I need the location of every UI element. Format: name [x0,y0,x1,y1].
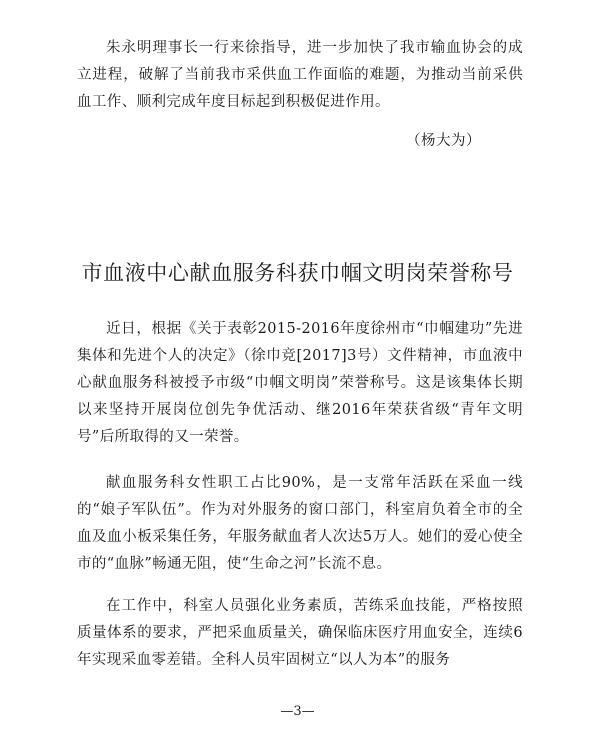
page-number: —3— [280,704,315,719]
body-paragraph-3: 在工作中，科室人员强化业务素质，苦练采血技能，严格按照质量体系的要求，严把采血质量关，确保临床医疗用血安全，连续6年实现采血零差错。全科人员牢固树立“以人为本”的服务 [77,598,523,668]
body-paragraph-2: 献血服务科女性职工占比90%，是一支常年活跃在采血一线的“娘子军队伍”。作为对外服务的窗口部门，科室肩负着全市的全血及血小板采集任务，年服务献血者人次达5万人。她们的爱心使全市的“血脉”畅通无阻，使“生命之河”长流不息。 [77,475,523,572]
article-title: 市血液中心献血服务科获巾帼文明岗荣誉称号 [81,261,514,285]
article-closing-paragraph: 朱永明理事长一行来徐指导，进一步加快了我市输血协会的成立进程，破解了当前我市采供血工作面临的难题，为推动当前采供血工作、顺利完成年度目标起到积极促进作用。 [77,40,523,110]
author-credit: （杨大为） [406,133,481,149]
body-paragraph-1: 近日，根据《关于表彰2015-2016年度徐州市“巾帼建功”先进集体和先进个人的决定》（徐巾竞[2017]3号）文件精神，市血液中心献血服务科被授予市级“巾帼文明岗”荣誉称号。这是该集体长期以来坚持开展岗位创先争优活动、继2016年荣获省级“青年文明号”后所取得的又一荣誉。 [77,321,523,445]
